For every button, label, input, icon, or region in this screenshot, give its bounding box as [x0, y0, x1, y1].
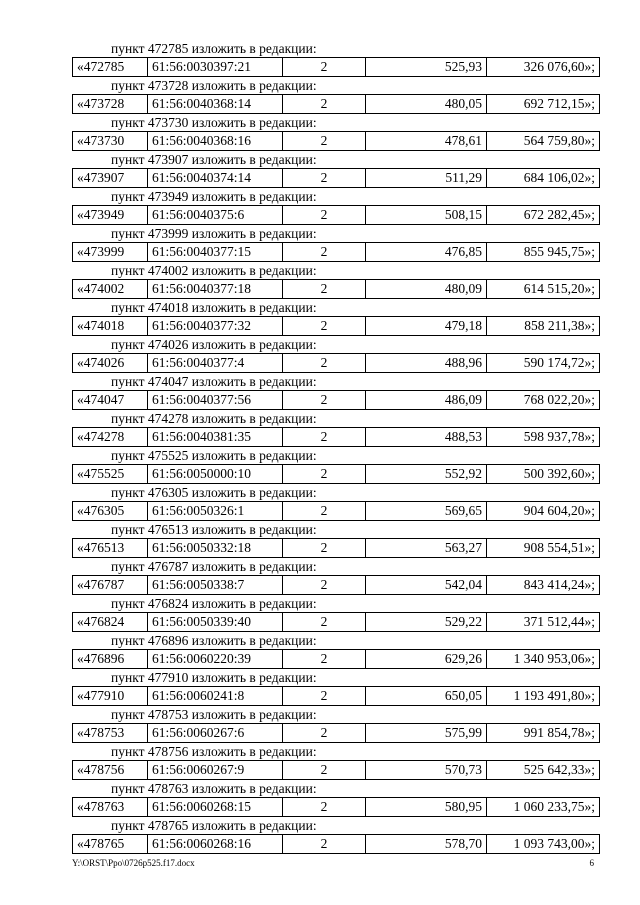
amendment-intro: пункт 476824 изложить в редакции: — [111, 596, 317, 611]
table-row — [73, 724, 600, 743]
code-cell: 2 — [283, 58, 366, 77]
cadastral-number-cell: 61:56:0040377:15 — [148, 243, 283, 262]
value-cell: 564 759,80»; — [487, 132, 600, 151]
cadastral-number-cell: 61:56:0030397:21 — [148, 58, 283, 77]
code-cell: 2 — [283, 206, 366, 225]
cadastral-number-cell: 61:56:0050332:18 — [148, 539, 283, 558]
area-cell: 480,09 — [366, 280, 487, 299]
area-cell: 570,73 — [366, 761, 487, 780]
amendment-table — [72, 427, 600, 447]
row-id-cell: «476513 — [73, 539, 148, 558]
amendment-table — [72, 316, 600, 336]
code-cell: 2 — [283, 502, 366, 521]
value-cell: 672 282,45»; — [487, 206, 600, 225]
code-cell: 2 — [283, 835, 366, 854]
amendment-table — [72, 649, 600, 669]
value-cell: 692 712,15»; — [487, 95, 600, 114]
table-row — [73, 502, 600, 521]
cadastral-number-cell: 61:56:0050000:10 — [148, 465, 283, 484]
value-cell: 598 937,78»; — [487, 428, 600, 447]
table-row — [73, 317, 600, 336]
amendment-table — [72, 94, 600, 114]
row-id-cell: «478753 — [73, 724, 148, 743]
code-cell: 2 — [283, 95, 366, 114]
code-cell: 2 — [283, 576, 366, 595]
code-cell: 2 — [283, 613, 366, 632]
value-cell: 991 854,78»; — [487, 724, 600, 743]
cadastral-number-cell: 61:56:0040375:6 — [148, 206, 283, 225]
amendment-intro: пункт 474026 изложить в редакции: — [111, 337, 317, 352]
table-row — [73, 576, 600, 595]
cadastral-number-cell: 61:56:0060220:39 — [148, 650, 283, 669]
area-cell: 486,09 — [366, 391, 487, 410]
row-id-cell: «478763 — [73, 798, 148, 817]
amendment-table — [72, 760, 600, 780]
cadastral-number-cell: 61:56:0040381:35 — [148, 428, 283, 447]
row-id-cell: «474018 — [73, 317, 148, 336]
value-cell: 904 604,20»; — [487, 502, 600, 521]
table-row — [73, 613, 600, 632]
row-id-cell: «476305 — [73, 502, 148, 521]
row-id-cell: «478756 — [73, 761, 148, 780]
row-id-cell: «475525 — [73, 465, 148, 484]
area-cell: 580,95 — [366, 798, 487, 817]
cadastral-number-cell: 61:56:0040377:56 — [148, 391, 283, 410]
amendment-intro: пункт 476896 изложить в редакции: — [111, 633, 317, 648]
amendment-table — [72, 279, 600, 299]
cadastral-number-cell: 61:56:0040374:14 — [148, 169, 283, 188]
value-cell: 1 060 233,75»; — [487, 798, 600, 817]
area-cell: 575,99 — [366, 724, 487, 743]
value-cell: 371 512,44»; — [487, 613, 600, 632]
code-cell: 2 — [283, 798, 366, 817]
amendment-intro: пункт 473730 изложить в редакции: — [111, 115, 317, 130]
code-cell: 2 — [283, 169, 366, 188]
area-cell: 578,70 — [366, 835, 487, 854]
table-row — [73, 169, 600, 188]
row-id-cell: «473999 — [73, 243, 148, 262]
area-cell: 629,26 — [366, 650, 487, 669]
code-cell: 2 — [283, 539, 366, 558]
amendment-intro: пункт 476305 изложить в редакции: — [111, 485, 317, 500]
row-id-cell: «473730 — [73, 132, 148, 151]
area-cell: 479,18 — [366, 317, 487, 336]
area-cell: 480,05 — [366, 95, 487, 114]
amendment-table — [72, 834, 600, 854]
cadastral-number-cell: 61:56:0060241:8 — [148, 687, 283, 706]
area-cell: 542,04 — [366, 576, 487, 595]
value-cell: 855 945,75»; — [487, 243, 600, 262]
table-row — [73, 465, 600, 484]
row-id-cell: «474026 — [73, 354, 148, 373]
table-row — [73, 280, 600, 299]
area-cell: 569,65 — [366, 502, 487, 521]
amendment-intro: пункт 475525 изложить в редакции: — [111, 448, 317, 463]
row-id-cell: «474278 — [73, 428, 148, 447]
amendment-table — [72, 390, 600, 410]
value-cell: 500 392,60»; — [487, 465, 600, 484]
table-row — [73, 798, 600, 817]
amendment-intro: пункт 478763 изложить в редакции: — [111, 781, 317, 796]
row-id-cell: «473949 — [73, 206, 148, 225]
value-cell: 843 414,24»; — [487, 576, 600, 595]
amendment-intro: пункт 474018 изложить в редакции: — [111, 300, 317, 315]
code-cell: 2 — [283, 354, 366, 373]
row-id-cell: «472785 — [73, 58, 148, 77]
amendment-table — [72, 501, 600, 521]
value-cell: 525 642,33»; — [487, 761, 600, 780]
row-id-cell: «473907 — [73, 169, 148, 188]
amendment-intro: пункт 472785 изложить в редакции: — [111, 41, 317, 56]
area-cell: 511,29 — [366, 169, 487, 188]
value-cell: 858 211,38»; — [487, 317, 600, 336]
amendment-table — [72, 612, 600, 632]
value-cell: 684 106,02»; — [487, 169, 600, 188]
row-id-cell: «474002 — [73, 280, 148, 299]
cadastral-number-cell: 61:56:0040377:32 — [148, 317, 283, 336]
amendment-intro: пункт 473949 изложить в редакции: — [111, 189, 317, 204]
amendment-table — [72, 205, 600, 225]
amendment-intro: пункт 477910 изложить в редакции: — [111, 670, 317, 685]
cadastral-number-cell: 61:56:0060268:15 — [148, 798, 283, 817]
code-cell: 2 — [283, 687, 366, 706]
code-cell: 2 — [283, 317, 366, 336]
value-cell: 1 340 953,06»; — [487, 650, 600, 669]
area-cell: 525,93 — [366, 58, 487, 77]
table-row — [73, 132, 600, 151]
table-row — [73, 95, 600, 114]
value-cell: 326 076,60»; — [487, 58, 600, 77]
amendment-table — [72, 57, 600, 77]
footer-file-path: Y:\ORST\Ppo\0726p525.f17.docx — [72, 858, 195, 868]
amendment-intro: пункт 473999 изложить в редакции: — [111, 226, 317, 241]
amendment-intro: пункт 474278 изложить в редакции: — [111, 411, 317, 426]
cadastral-number-cell: 61:56:0040377:18 — [148, 280, 283, 299]
area-cell: 650,05 — [366, 687, 487, 706]
amendment-table — [72, 686, 600, 706]
cadastral-number-cell: 61:56:0050326:1 — [148, 502, 283, 521]
cadastral-number-cell: 61:56:0050338:7 — [148, 576, 283, 595]
row-id-cell: «476787 — [73, 576, 148, 595]
amendment-intro: пункт 478756 изложить в редакции: — [111, 744, 317, 759]
table-row — [73, 428, 600, 447]
code-cell: 2 — [283, 650, 366, 669]
area-cell: 529,22 — [366, 613, 487, 632]
table-row — [73, 687, 600, 706]
value-cell: 768 022,20»; — [487, 391, 600, 410]
area-cell: 488,96 — [366, 354, 487, 373]
area-cell: 563,27 — [366, 539, 487, 558]
document-body — [72, 40, 600, 854]
amendment-intro: пункт 473728 изложить в редакции: — [111, 78, 317, 93]
cadastral-number-cell: 61:56:0060267:9 — [148, 761, 283, 780]
amendment-intro: пункт 474047 изложить в редакции: — [111, 374, 317, 389]
value-cell: 908 554,51»; — [487, 539, 600, 558]
table-row — [73, 539, 600, 558]
amendment-intro: пункт 476513 изложить в редакции: — [111, 522, 317, 537]
page-footer — [72, 856, 600, 870]
amendment-intro: пункт 478753 изложить в редакции: — [111, 707, 317, 722]
row-id-cell: «477910 — [73, 687, 148, 706]
amendment-table — [72, 797, 600, 817]
row-id-cell: «474047 — [73, 391, 148, 410]
area-cell: 488,53 — [366, 428, 487, 447]
row-id-cell: «476824 — [73, 613, 148, 632]
amendment-table — [72, 168, 600, 188]
amendment-table — [72, 538, 600, 558]
table-row — [73, 354, 600, 373]
table-row — [73, 650, 600, 669]
value-cell: 1 093 743,00»; — [487, 835, 600, 854]
row-id-cell: «476896 — [73, 650, 148, 669]
footer-page-number: 6 — [589, 858, 594, 868]
cadastral-number-cell: 61:56:0040377:4 — [148, 354, 283, 373]
row-id-cell: «473728 — [73, 95, 148, 114]
code-cell: 2 — [283, 391, 366, 410]
area-cell: 552,92 — [366, 465, 487, 484]
code-cell: 2 — [283, 243, 366, 262]
value-cell: 1 193 491,80»; — [487, 687, 600, 706]
area-cell: 478,61 — [366, 132, 487, 151]
table-row — [73, 206, 600, 225]
cadastral-number-cell: 61:56:0040368:14 — [148, 95, 283, 114]
value-cell: 614 515,20»; — [487, 280, 600, 299]
table-row — [73, 243, 600, 262]
amendment-table — [72, 464, 600, 484]
table-row — [73, 835, 600, 854]
cadastral-number-cell: 61:56:0060267:6 — [148, 724, 283, 743]
amendment-table — [72, 575, 600, 595]
code-cell: 2 — [283, 132, 366, 151]
code-cell: 2 — [283, 280, 366, 299]
code-cell: 2 — [283, 724, 366, 743]
code-cell: 2 — [283, 428, 366, 447]
amendment-intro: пункт 476787 изложить в редакции: — [111, 559, 317, 574]
row-id-cell: «478765 — [73, 835, 148, 854]
cadastral-number-cell: 61:56:0040368:16 — [148, 132, 283, 151]
value-cell: 590 174,72»; — [487, 354, 600, 373]
amendment-table — [72, 723, 600, 743]
area-cell: 476,85 — [366, 243, 487, 262]
cadastral-number-cell: 61:56:0060268:16 — [148, 835, 283, 854]
table-row — [73, 391, 600, 410]
amendment-intro: пункт 478765 изложить в редакции: — [111, 818, 317, 833]
code-cell: 2 — [283, 761, 366, 780]
code-cell: 2 — [283, 465, 366, 484]
table-row — [73, 58, 600, 77]
amendment-table — [72, 353, 600, 373]
cadastral-number-cell: 61:56:0050339:40 — [148, 613, 283, 632]
amendment-table — [72, 131, 600, 151]
amendment-intro: пункт 474002 изложить в редакции: — [111, 263, 317, 278]
area-cell: 508,15 — [366, 206, 487, 225]
table-row — [73, 761, 600, 780]
amendment-intro: пункт 473907 изложить в редакции: — [111, 152, 317, 167]
amendment-table — [72, 242, 600, 262]
